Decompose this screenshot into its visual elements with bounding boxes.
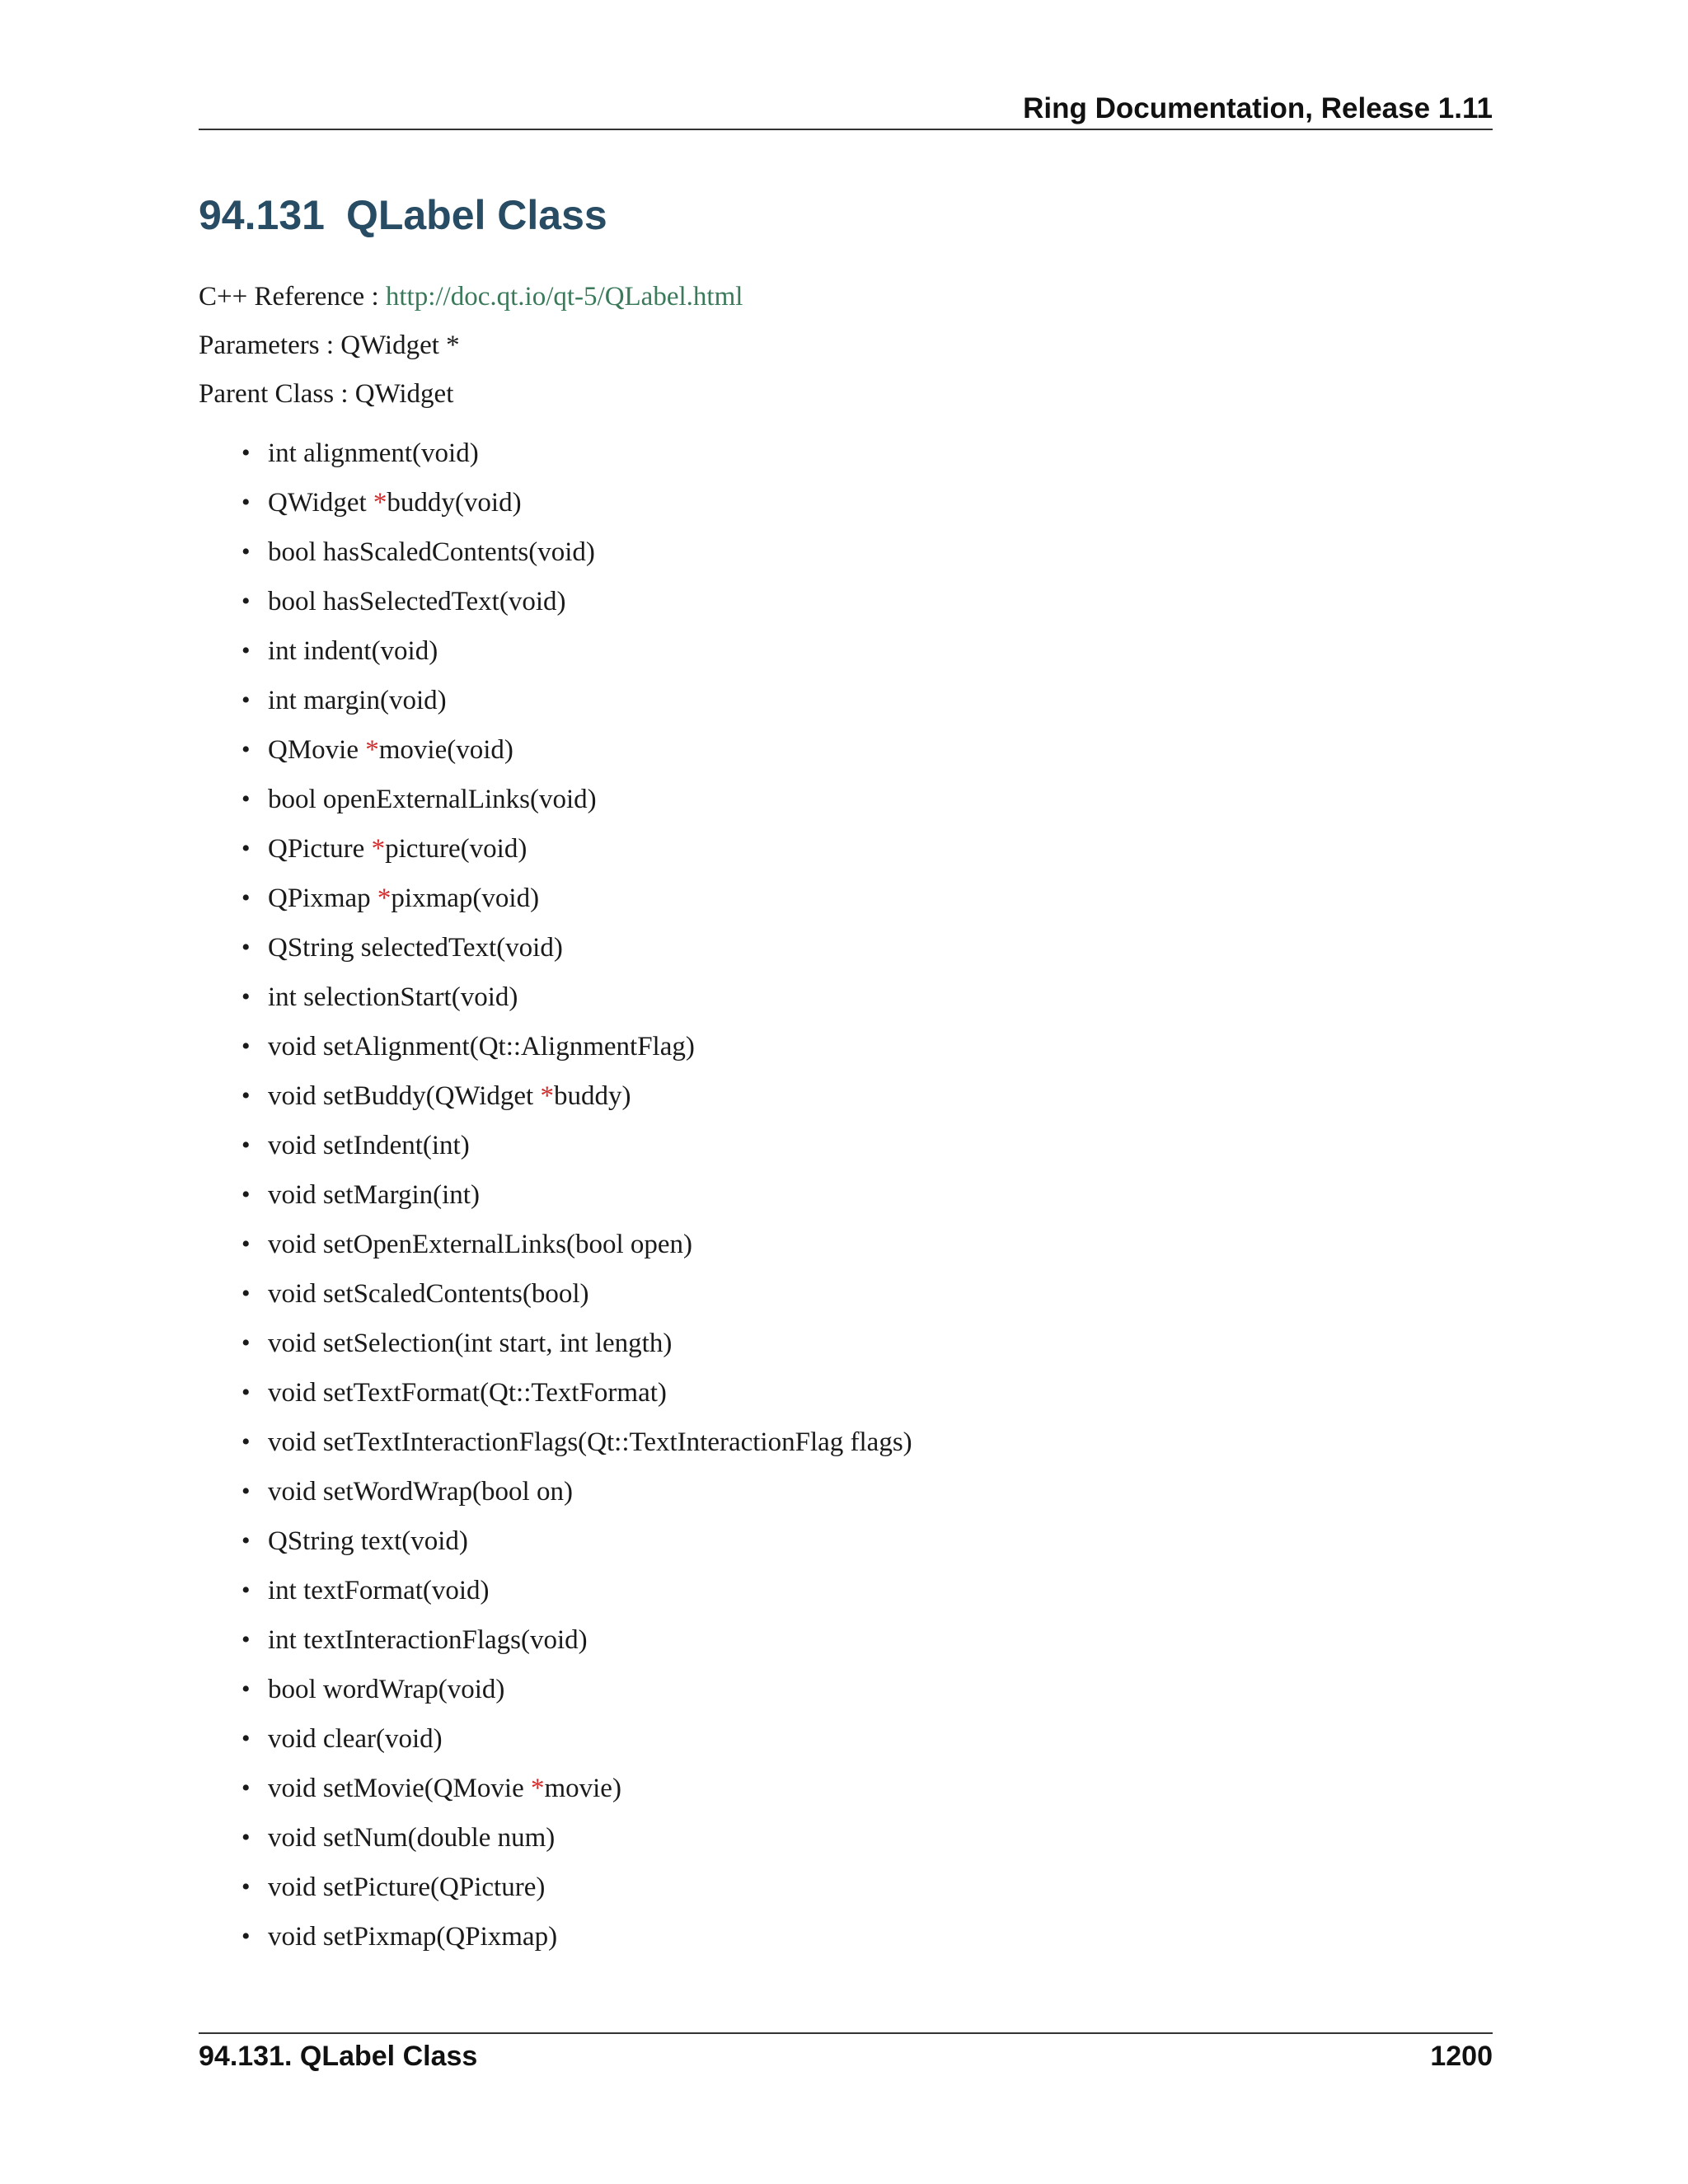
bullet-icon: • — [241, 1923, 251, 1950]
section-title: QLabel Class — [345, 192, 607, 238]
method-item — [199, 972, 912, 1022]
bullet-icon: • — [241, 1181, 251, 1208]
method-item — [199, 429, 912, 478]
pointer-star: * — [371, 834, 386, 864]
method-signature: void setPixmap(QPixmap) — [268, 1922, 558, 1952]
method-item — [199, 1368, 912, 1418]
method-signature: QPixmap — [268, 883, 377, 913]
method-signature-rest: pixmap(void) — [391, 883, 540, 913]
method-signature: QPicture — [268, 834, 372, 864]
method-signature: void setScaledContents(bool) — [268, 1279, 589, 1309]
bullet-icon: • — [241, 736, 251, 763]
method-signature: bool hasSelectedText(void) — [268, 587, 566, 616]
section-heading — [199, 191, 607, 239]
method-signature: int selectionStart(void) — [268, 982, 518, 1012]
method-signature: void setTextFormat(Qt::TextFormat) — [268, 1378, 667, 1408]
method-item — [199, 1764, 912, 1813]
method-signature: QMovie — [268, 735, 366, 765]
method-signature: void setNum(double num) — [268, 1823, 556, 1853]
bullet-icon: • — [241, 538, 251, 565]
bullet-icon: • — [241, 983, 251, 1010]
method-signature: int textInteractionFlags(void) — [268, 1625, 588, 1655]
method-list — [199, 429, 912, 1961]
method-item — [199, 626, 912, 676]
method-item — [199, 1665, 912, 1714]
method-signature-rest: buddy) — [553, 1081, 631, 1111]
method-signature: QString text(void) — [268, 1526, 468, 1556]
method-item — [199, 1319, 912, 1368]
method-signature: void setMovie(QMovie — [268, 1774, 531, 1803]
method-signature: bool openExternalLinks(void) — [268, 785, 597, 814]
method-item — [199, 1566, 912, 1615]
bullet-icon: • — [241, 1329, 251, 1357]
pointer-star: * — [530, 1774, 545, 1803]
method-item — [199, 1071, 912, 1121]
bullet-icon: • — [241, 1824, 251, 1851]
method-signature: QString selectedText(void) — [268, 933, 563, 963]
bullet-icon: • — [241, 884, 251, 912]
method-signature: void setMargin(int) — [268, 1180, 480, 1210]
method-item — [199, 1615, 912, 1665]
method-signature: bool hasScaledContents(void) — [268, 537, 595, 567]
bullet-icon: • — [241, 637, 251, 664]
bullet-icon: • — [241, 1527, 251, 1554]
cpp-reference-label: C++ Reference : — [199, 282, 386, 312]
method-item — [199, 1813, 912, 1863]
method-item — [199, 1220, 912, 1269]
pointer-star: * — [365, 735, 379, 765]
bullet-icon: • — [241, 439, 251, 466]
method-signature: void clear(void) — [268, 1724, 443, 1754]
section-number: 94.131 — [199, 192, 325, 238]
bullet-icon: • — [241, 1132, 251, 1159]
method-item — [199, 874, 912, 923]
bullet-icon: • — [241, 489, 251, 516]
cpp-reference-line — [199, 282, 743, 312]
cpp-reference-link[interactable]: http://doc.qt.io/qt-5/QLabel.html — [385, 282, 743, 312]
method-signature: void setAlignment(Qt::AlignmentFlag) — [268, 1032, 695, 1062]
bullet-icon: • — [241, 1033, 251, 1060]
bullet-icon: • — [241, 1280, 251, 1307]
method-item — [199, 527, 912, 577]
bullet-icon: • — [241, 1626, 251, 1653]
method-item — [199, 923, 912, 972]
bullet-icon: • — [241, 1873, 251, 1900]
method-item — [199, 676, 912, 725]
footer-section-label: 94.131. QLabel Class — [199, 2041, 478, 2072]
bullet-icon: • — [241, 1082, 251, 1109]
method-item — [199, 775, 912, 824]
bullet-icon: • — [241, 687, 251, 714]
method-signature-rest: picture(void) — [385, 834, 528, 864]
pointer-star: * — [373, 488, 387, 518]
method-item — [199, 1714, 912, 1764]
method-signature: int margin(void) — [268, 686, 447, 715]
bullet-icon: • — [241, 934, 251, 961]
method-signature: void setOpenExternalLinks(bool open) — [268, 1230, 693, 1259]
method-item — [199, 1170, 912, 1220]
method-signature: void setPicture(QPicture) — [268, 1872, 546, 1902]
method-item — [199, 1418, 912, 1467]
method-item — [199, 1863, 912, 1912]
method-item — [199, 824, 912, 874]
method-signature-rest: movie(void) — [378, 735, 513, 765]
bullet-icon: • — [241, 835, 251, 862]
page-header — [199, 89, 1493, 130]
page-footer — [199, 2032, 1493, 2083]
method-item — [199, 725, 912, 775]
method-signature: int textFormat(void) — [268, 1576, 490, 1605]
method-item — [199, 1516, 912, 1566]
parent-class-line: Parent Class : QWidget — [199, 379, 454, 409]
method-signature: bool wordWrap(void) — [268, 1675, 505, 1704]
method-signature: void setIndent(int) — [268, 1131, 470, 1160]
bullet-icon: • — [241, 1478, 251, 1505]
method-item — [199, 1121, 912, 1170]
method-signature: QWidget — [268, 488, 373, 518]
bullet-icon: • — [241, 785, 251, 813]
bullet-icon: • — [241, 1725, 251, 1752]
method-signature: int alignment(void) — [268, 438, 479, 468]
method-signature: void setBuddy(QWidget — [268, 1081, 541, 1111]
page-number: 1200 — [1430, 2041, 1493, 2072]
method-item — [199, 1912, 912, 1961]
pointer-star: * — [377, 883, 392, 913]
method-signature: void setTextInteractionFlags(Qt::TextInteractionFlag flags) — [268, 1427, 912, 1457]
method-signature: int indent(void) — [268, 636, 438, 666]
bullet-icon: • — [241, 588, 251, 615]
method-item — [199, 1467, 912, 1516]
bullet-icon: • — [241, 1577, 251, 1604]
bullet-icon: • — [241, 1379, 251, 1406]
method-item — [199, 478, 912, 527]
parameters-line: Parameters : QWidget * — [199, 330, 460, 360]
bullet-icon: • — [241, 1428, 251, 1455]
method-signature: void setWordWrap(bool on) — [268, 1477, 573, 1507]
bullet-icon: • — [241, 1675, 251, 1703]
document-title: Ring Documentation, Release 1.11 — [1023, 92, 1493, 124]
method-signature: void setSelection(int start, int length) — [268, 1329, 673, 1358]
method-signature-rest: buddy(void) — [387, 488, 522, 518]
method-item — [199, 1269, 912, 1319]
method-item — [199, 1022, 912, 1071]
method-item — [199, 577, 912, 626]
pointer-star: * — [540, 1081, 554, 1111]
method-signature-rest: movie) — [544, 1774, 621, 1803]
bullet-icon: • — [241, 1774, 251, 1802]
bullet-icon: • — [241, 1230, 251, 1258]
